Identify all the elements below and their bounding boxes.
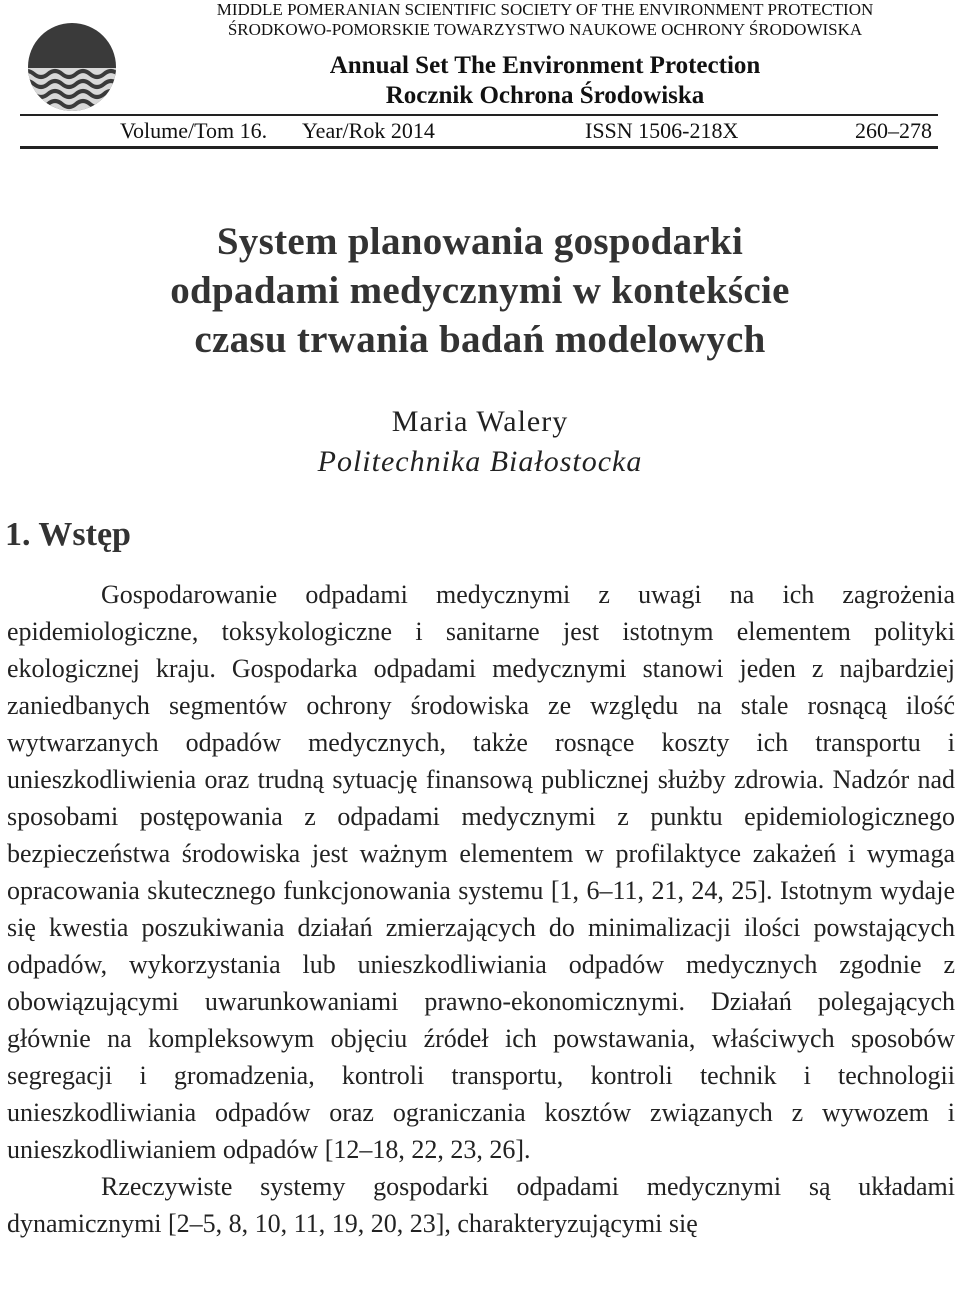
journal-title-pl: Rocznik Ochrona Środowiska: [385, 82, 705, 109]
year-label: Year/Rok 2014: [302, 118, 435, 143]
header-rule-top: [20, 114, 938, 116]
society-logo-icon: [20, 22, 125, 112]
article-body: [7, 576, 955, 1242]
society-name-pl: ŚRODKOWO-POMORSKIE TOWARZYSTWO NAUKOWE OCHRONY ŚRODOWISKA: [227, 20, 863, 39]
page-range: 260–278: [855, 118, 932, 143]
section-heading: 1. Wstęp: [5, 516, 131, 553]
issn-label: ISSN 1506-218X: [585, 118, 739, 143]
volume-label: Volume/Tom 16.: [120, 118, 268, 143]
article-title-line-3: czasu trwania badań modelowych: [194, 318, 766, 361]
body-paragraph: Gospodarowanie odpadami medycznymi z uwagi na ich zagrożenia epidemiologiczne, toksykologiczne i sanitarne jest istotnym elementem polityki ekologicznej kraju. Gospodarka odpadami medycznymi stanowi jeden z najbardziej zaniedbanych segmentów ochrony środowiska ze względu na stale rosnącą ilość wytwarzanych odpadów medycznych, także rosnące koszty ich transportu i unieszkodliwienia oraz trudną sytuację finansową publicznej służby zdrowia. Nadzór nad sposobami postępowania z odpadami medycznymi z punktu epidemiologicznego bezpieczeństwa środowiska jest ważnym elementem w profilaktyce zakażeń i wymaga opracowania skutecznego funkcjonowania systemu [1, 6–11, 21, 24, 25]. Istotnym wydaje się kwestia poszukiwania działań zmierzających do minimalizacji ilości powstających odpadów, wykorzystania lub unieszkodliwiania odpadów medycznych zgodnie z obowiązującymi uwarunkowaniami prawno-ekonomicznymi. Działań polegających głównie na kompleksowym objęciu źródeł ich powstawania, właściwych sposobów segregacji i gromadzenia, kontroli transportu, kontroli technik i technologii unieszkodliwiania odpadów oraz ograniczania kosztów związanych z wywozem i unieszkodliwianiem odpadów [12–18, 22, 23, 26].: [7, 580, 955, 1164]
author-affiliation: Politechnika Białostocka: [317, 445, 643, 478]
article-title-line-2: odpadami medycznymi w kontekście: [170, 269, 790, 312]
body-paragraph: Rzeczywiste systemy gospodarki odpadami medycznymi są układami dynamicznymi [2–5, 8, 10, 11, 19, 20, 23], charakteryzującymi się: [7, 1172, 955, 1238]
society-name-en: MIDDLE POMERANIAN SCIENTIFIC SOCIETY OF THE ENVIRONMENT PROTECTION: [216, 0, 874, 19]
author-name: Maria Walery: [391, 405, 569, 438]
journal-title-en: Annual Set The Environment Protection: [329, 52, 761, 79]
header-rule-bottom: [20, 146, 938, 149]
article-title-line-1: System planowania gospodarki: [216, 220, 744, 263]
